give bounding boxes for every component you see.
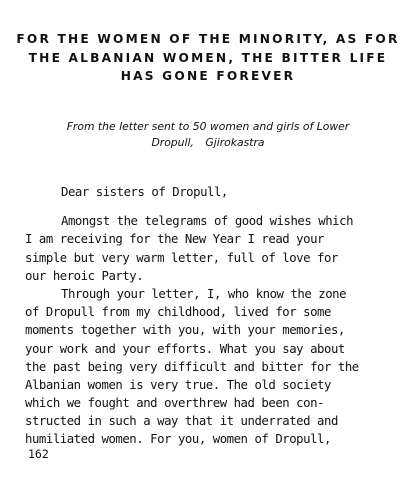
text-line: I am receiving for the New Year I read your [25, 232, 324, 247]
chapter-title [12, 30, 404, 86]
text-line: our heroic Party. [25, 268, 144, 283]
letter-greeting: Dear sisters of Dropull, [61, 185, 228, 199]
text-line: which we fought and overthrew had been con- [25, 396, 324, 411]
text-line: of Dropull from my childhood, lived for some [25, 305, 331, 320]
text-line: humiliated women. For you, women of Dropull, [25, 432, 331, 447]
page-number: 162 [28, 447, 49, 461]
text-line: Albanian women is very true. The old society [25, 377, 331, 392]
chapter-title-line: FOR THE WOMEN OF THE MINORITY, AS FOR [16, 32, 400, 46]
paragraph-2 [25, 285, 385, 449]
text-line: structed in such a way that it underrated and [25, 414, 338, 429]
paragraph-1 [25, 212, 385, 285]
letter-source-line: Dropull, Gjirokastra [151, 136, 265, 149]
text-line: your work and your efforts. What you say about [25, 341, 345, 356]
text-line: simple but very warm letter, full of love for [25, 250, 338, 265]
text-line: moments together with you, with your memories, [25, 323, 345, 338]
letter-body [25, 183, 385, 449]
text-line: Amongst the telegrams of good wishes which [61, 214, 354, 229]
letter-source-line: From the letter sent to 50 women and girls of Lower [66, 120, 350, 133]
text-line: Through your letter, I, who know the zone [61, 286, 347, 301]
letter-source-note [12, 119, 404, 151]
text-line: the past being very difficult and bitter for the [25, 359, 359, 374]
chapter-title-line: THE ALBANIAN WOMEN, THE BITTER LIFE [28, 50, 388, 65]
chapter-title-line: HAS GONE FOREVER [120, 69, 296, 83]
